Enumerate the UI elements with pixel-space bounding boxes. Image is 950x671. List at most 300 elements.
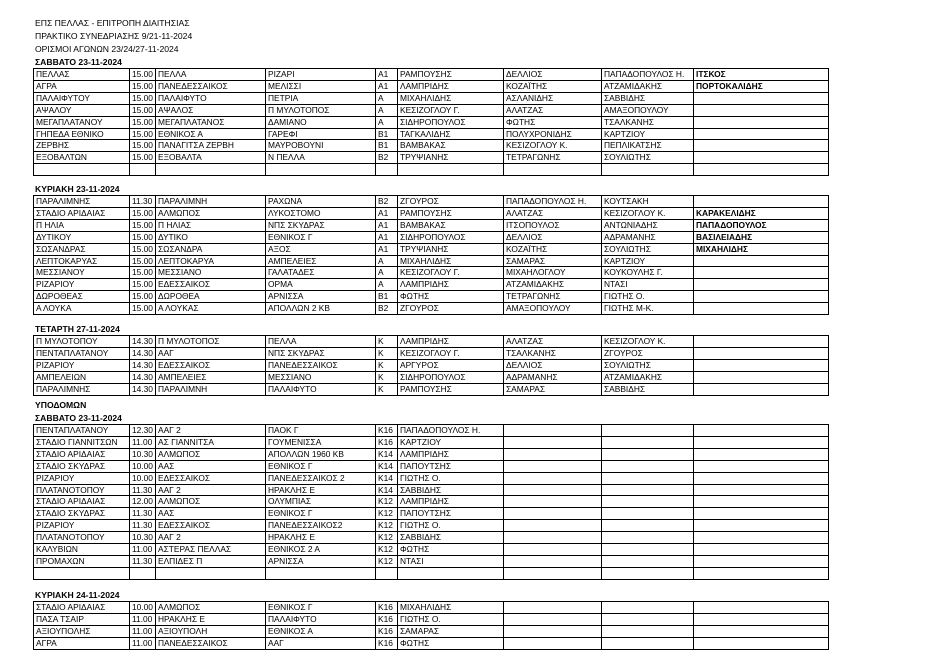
- table-row: [34, 92, 829, 104]
- category-cell: Α1: [376, 231, 398, 243]
- assistant-2-cell: [602, 567, 694, 579]
- home-team-cell: ΑΑΣ: [156, 508, 266, 520]
- home-team-cell: ΑΣ ΓΙΑΝΝΙΤΣΑ: [156, 436, 266, 448]
- time-cell: 15.00: [130, 231, 156, 243]
- observer-cell: [694, 196, 829, 208]
- table-row: [34, 472, 829, 484]
- category-cell: Α: [376, 104, 398, 116]
- assistant-1-cell: ΔΕΛΛΙΟΣ: [504, 69, 602, 81]
- referee-cell: ΚΕΣΙΖΟΓΛΟΥ Γ.: [398, 104, 504, 116]
- header-assignments: ΟΡΙΣΜΟΙ ΑΓΩΝΩΝ 23/24/27-11-2024: [35, 44, 179, 54]
- assignments-table: [33, 601, 829, 650]
- observer-cell: [694, 336, 829, 348]
- observer-cell: [694, 436, 829, 448]
- table-row: [34, 555, 829, 567]
- away-team-cell: ΕΘΝΙΚΟΣ Γ: [266, 602, 376, 614]
- assistant-1-cell: [504, 637, 602, 649]
- referee-cell: ΣΙΔΗΡΟΠΟΥΛΟΣ: [398, 116, 504, 128]
- assistant-1-cell: ΑΣΛΑΝΙΔΗΣ: [504, 92, 602, 104]
- assistant-2-cell: [602, 613, 694, 625]
- time-cell: 11.30: [130, 555, 156, 567]
- away-team-cell: ΠΑΝΕΔΕΣΣΑΙΚΟΣ 2: [266, 472, 376, 484]
- observer-cell: [694, 267, 829, 279]
- assistant-2-cell: ΑΝΤΩΝΙΑΔΗΣ: [602, 219, 694, 231]
- observer-cell: ΜΙΧΑΗΛΙΔΗΣ: [694, 243, 829, 255]
- table-row: [34, 347, 829, 359]
- referee-cell: ΚΑΡΤΖΙΟΥ: [398, 436, 504, 448]
- home-team-cell: ΑΛΜΩΠΟΣ: [156, 448, 266, 460]
- assistant-1-cell: ΣΑΜΑΡΑΣ: [504, 383, 602, 395]
- assistant-1-cell: ΔΕΛΛΙΟΣ: [504, 231, 602, 243]
- referee-cell: ΠΑΠΟΥΤΣΗΣ: [398, 460, 504, 472]
- away-team-cell: ΕΘΝΙΚΟΣ 2 Α: [266, 544, 376, 556]
- assistant-1-cell: ΠΑΠΑΔΟΠΟΥΛΟΣ Η.: [504, 196, 602, 208]
- category-cell: Κ12: [376, 508, 398, 520]
- table-row: [34, 544, 829, 556]
- referee-cell: ΖΓΟΥΡΟΣ: [398, 196, 504, 208]
- assistant-1-cell: [504, 544, 602, 556]
- observer-cell: [694, 567, 829, 579]
- away-team-cell: ΑΜΠΕΛΕΙΕΣ: [266, 255, 376, 267]
- category-cell: Κ: [376, 359, 398, 371]
- observer-cell: ΙΤΣΚΟΣ: [694, 69, 829, 81]
- category-cell: Κ16: [376, 637, 398, 649]
- away-team-cell: ΟΡΜΑ: [266, 279, 376, 291]
- referee-cell: ΖΓΟΥΡΟΣ: [398, 303, 504, 315]
- home-team-cell: ΑΑΓ 2: [156, 532, 266, 544]
- assistant-1-cell: [504, 164, 602, 176]
- category-cell: Α: [376, 267, 398, 279]
- category-cell: Α1: [376, 69, 398, 81]
- assistant-2-cell: ΠΑΠΑΔΟΠΟΥΛΟΣ Η.: [602, 69, 694, 81]
- home-team-cell: ΕΞΟΒΑΛΤΑ: [156, 152, 266, 164]
- category-cell: Κ: [376, 336, 398, 348]
- venue-cell: ΑΨΑΛΟΥ: [34, 104, 130, 116]
- venue-cell: ΠΛΑΤΑΝΟΤΟΠΟΥ: [34, 484, 130, 496]
- assistant-2-cell: ΣΟΥΛΙΩΤΗΣ: [602, 152, 694, 164]
- assistant-2-cell: [602, 555, 694, 567]
- observer-cell: [694, 279, 829, 291]
- observer-cell: [694, 255, 829, 267]
- home-team-cell: Π ΗΛΙΑΣ: [156, 219, 266, 231]
- away-team-cell: ΔΑΜΙΑΝΟ: [266, 116, 376, 128]
- assistant-1-cell: [504, 555, 602, 567]
- assistant-2-cell: ΚΑΡΤΖΙΟΥ: [602, 255, 694, 267]
- assistant-1-cell: [504, 472, 602, 484]
- assistant-1-cell: [504, 460, 602, 472]
- observer-cell: [694, 359, 829, 371]
- venue-cell: ΡΙΖΑΡΙΟΥ: [34, 359, 130, 371]
- time-cell: 15.00: [130, 80, 156, 92]
- away-team-cell: ΠΑΝΕΔΕΣΣΑΙΚΟΣ: [266, 359, 376, 371]
- venue-cell: ΠΑΣΑ ΤΣΑΙΡ: [34, 613, 130, 625]
- venue-cell: ΓΗΠΕΔΑ ΕΘΝΙΚΟ: [34, 128, 130, 140]
- observer-cell: [694, 460, 829, 472]
- venue-cell: ΖΕΡΒΗΣ: [34, 140, 130, 152]
- referee-cell: ΛΑΜΠΡΙΔΗΣ: [398, 279, 504, 291]
- referee-cell: ΛΑΜΠΡΙΔΗΣ: [398, 448, 504, 460]
- home-team-cell: ΕΔΕΣΣΑΙΚΟΣ: [156, 359, 266, 371]
- category-cell: Β2: [376, 152, 398, 164]
- assistant-1-cell: ΚΕΣΙΖΟΓΛΟΥ Κ.: [504, 140, 602, 152]
- table-row: [34, 164, 829, 176]
- assistant-1-cell: ΑΔΡΑΜΑΝΗΣ: [504, 371, 602, 383]
- referee-cell: ΠΑΠΑΔΟΠΟΥΛΟΣ Η.: [398, 425, 504, 437]
- venue-cell: ΠΡΟΜΑΧΩΝ: [34, 555, 130, 567]
- venue-cell: ΔΩΡΟΘΕΑΣ: [34, 291, 130, 303]
- referee-cell: ΜΙΧΑΗΛΙΔΗΣ: [398, 602, 504, 614]
- observer-cell: [694, 152, 829, 164]
- time-cell: 15.00: [130, 267, 156, 279]
- venue-cell: ΠΕΛΛΑΣ: [34, 69, 130, 81]
- observer-cell: [694, 128, 829, 140]
- observer-cell: [694, 164, 829, 176]
- section-title: ΣΑΒΒΑΤΟ 23-11-2024: [35, 57, 122, 67]
- time-cell: 15.00: [130, 92, 156, 104]
- venue-cell: Α ΛΟΥΚΑ: [34, 303, 130, 315]
- assistant-1-cell: ΑΜΑΞΟΠΟΥΛΟΥ: [504, 303, 602, 315]
- category-cell: Β2: [376, 196, 398, 208]
- assistant-1-cell: ΚΟΖΑΪΤΗΣ: [504, 243, 602, 255]
- observer-cell: [694, 544, 829, 556]
- away-team-cell: Π ΜΥΛΟΤΟΠΟΣ: [266, 104, 376, 116]
- table-row: [34, 255, 829, 267]
- assistant-1-cell: [504, 496, 602, 508]
- venue-cell: ΚΑΛΥΒΙΩΝ: [34, 544, 130, 556]
- away-team-cell: ΕΘΝΙΚΟΣ Γ: [266, 460, 376, 472]
- header-federation: ΕΠΣ ΠΕΛΛΑΣ - ΕΠΙΤΡΟΠΗ ΔΙΑΙΤΗΣΙΑΣ: [35, 18, 190, 28]
- venue-cell: ΠΕΝΤΑΠΛΑΤΑΝΟΥ: [34, 425, 130, 437]
- time-cell: 15.00: [130, 128, 156, 140]
- table-row: [34, 436, 829, 448]
- home-team-cell: ΠΑΡΑΛΙΜΝΗ: [156, 383, 266, 395]
- referee-cell: ΒΑΜΒΑΚΑΣ: [398, 219, 504, 231]
- category-cell: Β1: [376, 140, 398, 152]
- time-cell: 15.00: [130, 255, 156, 267]
- assistant-2-cell: [602, 484, 694, 496]
- time-cell: 15.00: [130, 279, 156, 291]
- observer-cell: [694, 371, 829, 383]
- time-cell: 15.00: [130, 116, 156, 128]
- assistant-1-cell: [504, 436, 602, 448]
- section-title: ΥΠΟΔΟΜΩΝ: [35, 400, 87, 410]
- venue-cell: ΜΕΓΑΠΛΑΤΑΝΟΥ: [34, 116, 130, 128]
- away-team-cell: ΡΙΖΑΡΙ: [266, 69, 376, 81]
- category-cell: Κ14: [376, 448, 398, 460]
- home-team-cell: ΑΜΠΕΛΕΙΕΣ: [156, 371, 266, 383]
- category-cell: [376, 164, 398, 176]
- table-row: [34, 267, 829, 279]
- home-team-cell: ΑΛΜΩΠΟΣ: [156, 602, 266, 614]
- referee-cell: ΑΡΓΥΡΟΣ: [398, 359, 504, 371]
- referee-cell: ΓΙΩΤΗΣ Ο.: [398, 613, 504, 625]
- time-cell: 15.00: [130, 207, 156, 219]
- assistant-2-cell: ΚΕΣΙΖΟΓΛΟΥ Κ.: [602, 207, 694, 219]
- category-cell: Κ: [376, 347, 398, 359]
- assistant-2-cell: ΣΑΒΒΙΔΗΣ: [602, 383, 694, 395]
- assignments-table: [33, 68, 829, 176]
- time-cell: 14.30: [130, 383, 156, 395]
- time-cell: 14.30: [130, 371, 156, 383]
- assistant-2-cell: ΣΟΥΛΙΩΤΗΣ: [602, 359, 694, 371]
- home-team-cell: ΑΛΜΩΠΟΣ: [156, 496, 266, 508]
- time-cell: [130, 567, 156, 579]
- away-team-cell: ΠΕΛΛΑ: [266, 336, 376, 348]
- category-cell: Α: [376, 279, 398, 291]
- assignments-table: [33, 335, 829, 396]
- home-team-cell: ΔΥΤΙΚΟ: [156, 231, 266, 243]
- time-cell: 14.30: [130, 359, 156, 371]
- referee-cell: ΣΑΜΑΡΑΣ: [398, 625, 504, 637]
- away-team-cell: ΓΑΡΕΦΙ: [266, 128, 376, 140]
- assistant-1-cell: ΜΙΧΑΗΛΟΓΛΟΥ: [504, 267, 602, 279]
- assistant-2-cell: [602, 508, 694, 520]
- table-row: [34, 625, 829, 637]
- referee-cell: ΦΩΤΗΣ: [398, 544, 504, 556]
- away-team-cell: ΕΘΝΙΚΟΣ Γ: [266, 231, 376, 243]
- time-cell: 10.30: [130, 532, 156, 544]
- away-team-cell: ΑΞΟΣ: [266, 243, 376, 255]
- assistant-2-cell: [602, 164, 694, 176]
- table-row: [34, 104, 829, 116]
- assistant-2-cell: ΚΟΥΚΟΥΛΗΣ Γ.: [602, 267, 694, 279]
- home-team-cell: ΣΩΣΑΝΔΡΑ: [156, 243, 266, 255]
- venue-cell: ΣΤΑΔΙΟ ΑΡΙΔΑΙΑΣ: [34, 496, 130, 508]
- time-cell: 11.00: [130, 637, 156, 649]
- category-cell: Α: [376, 255, 398, 267]
- venue-cell: ΜΕΣΣΙΑΝΟΥ: [34, 267, 130, 279]
- time-cell: 15.00: [130, 219, 156, 231]
- home-team-cell: ΑΨΑΛΟΣ: [156, 104, 266, 116]
- assistant-2-cell: [602, 436, 694, 448]
- home-team-cell: ΑΑΓ: [156, 347, 266, 359]
- away-team-cell: ΗΡΑΚΛΗΣ Ε: [266, 484, 376, 496]
- category-cell: Κ12: [376, 496, 398, 508]
- assistant-2-cell: ΝΤΑΣΙ: [602, 279, 694, 291]
- time-cell: 12.30: [130, 425, 156, 437]
- time-cell: 11.30: [130, 508, 156, 520]
- category-cell: Β1: [376, 291, 398, 303]
- time-cell: 11.00: [130, 625, 156, 637]
- assistant-2-cell: ΚΕΣΙΖΟΓΛΟΥ Κ.: [602, 336, 694, 348]
- observer-cell: ΠΟΡΤΟΚΑΛΙΔΗΣ: [694, 80, 829, 92]
- assistant-1-cell: ΦΩΤΗΣ: [504, 116, 602, 128]
- table-row: [34, 425, 829, 437]
- table-row: [34, 152, 829, 164]
- category-cell: Κ14: [376, 484, 398, 496]
- observer-cell: [694, 496, 829, 508]
- table-row: [34, 69, 829, 81]
- observer-cell: ΠΑΠΑΔΟΠΟΥΛΟΣ: [694, 219, 829, 231]
- venue-cell: ΡΙΖΑΡΙΟΥ: [34, 472, 130, 484]
- assistant-2-cell: ΚΑΡΤΖΙΟΥ: [602, 128, 694, 140]
- venue-cell: ΡΙΖΑΡΙΟΥ: [34, 279, 130, 291]
- assistant-1-cell: ΤΕΤΡΑΓΩΝΗΣ: [504, 291, 602, 303]
- away-team-cell: ΑΡΝΙΣΣΑ: [266, 555, 376, 567]
- assistant-2-cell: ΓΙΩΤΗΣ Μ-Κ.: [602, 303, 694, 315]
- away-team-cell: ΡΑΧΩΝΑ: [266, 196, 376, 208]
- away-team-cell: [266, 164, 376, 176]
- home-team-cell: ΛΕΠΤΟΚΑΡΥΑ: [156, 255, 266, 267]
- referee-cell: ΜΙΧΑΗΛΙΔΗΣ: [398, 92, 504, 104]
- assistant-2-cell: [602, 544, 694, 556]
- section-title: ΣΑΒΒΑΤΟ 23-11-2024: [35, 413, 122, 423]
- away-team-cell: ΑΠΟΛΛΩΝ 2 ΚΒ: [266, 303, 376, 315]
- observer-cell: [694, 508, 829, 520]
- venue-cell: ΣΤΑΔΙΟ ΓΙΑΝΝΙΤΣΩΝ: [34, 436, 130, 448]
- away-team-cell: ΠΑΟΚ Γ: [266, 425, 376, 437]
- category-cell: Κ14: [376, 460, 398, 472]
- away-team-cell: [266, 567, 376, 579]
- table-row: [34, 128, 829, 140]
- assistant-2-cell: ΓΙΩΤΗΣ Ο.: [602, 291, 694, 303]
- home-team-cell: ΠΑΡΑΛΙΜΝΗ: [156, 196, 266, 208]
- referee-cell: ΡΑΜΠΟΥΣΗΣ: [398, 383, 504, 395]
- referee-cell: ΚΕΣΙΖΟΓΛΟΥ Γ.: [398, 347, 504, 359]
- assistant-2-cell: [602, 472, 694, 484]
- table-row: [34, 371, 829, 383]
- time-cell: 15.00: [130, 291, 156, 303]
- referee-cell: ΓΙΩΤΗΣ Ο.: [398, 520, 504, 532]
- time-cell: 11.00: [130, 613, 156, 625]
- assistant-2-cell: ΑΤΖΑΜΙΔΑΚΗΣ: [602, 371, 694, 383]
- home-team-cell: ΠΑΛΑΙΦΥΤΟ: [156, 92, 266, 104]
- observer-cell: ΚΑΡΑΚΕΛΙΔΗΣ: [694, 207, 829, 219]
- table-row: [34, 460, 829, 472]
- assistant-2-cell: [602, 496, 694, 508]
- venue-cell: ΣΤΑΔΙΟ ΑΡΙΔΑΙΑΣ: [34, 207, 130, 219]
- category-cell: [376, 567, 398, 579]
- assistant-2-cell: ΚΟΥΤΣΑΚΗ: [602, 196, 694, 208]
- table-row: [34, 448, 829, 460]
- referee-cell: ΡΑΜΠΟΥΣΗΣ: [398, 69, 504, 81]
- home-team-cell: [156, 567, 266, 579]
- away-team-cell: ΜΕΣΣΙΑΝΟ: [266, 371, 376, 383]
- home-team-cell: [156, 164, 266, 176]
- assistant-1-cell: [504, 484, 602, 496]
- referee-cell: ΣΙΔΗΡΟΠΟΥΛΟΣ: [398, 371, 504, 383]
- category-cell: Κ12: [376, 532, 398, 544]
- assistant-2-cell: ΤΣΑΛΚΑΝΗΣ: [602, 116, 694, 128]
- table-row: [34, 508, 829, 520]
- assistant-1-cell: [504, 448, 602, 460]
- observer-cell: [694, 625, 829, 637]
- observer-cell: [694, 532, 829, 544]
- home-team-cell: ΠΕΛΛΑ: [156, 69, 266, 81]
- table-row: [34, 231, 829, 243]
- home-team-cell: ΑΛΜΩΠΟΣ: [156, 207, 266, 219]
- referee-cell: ΒΑΜΒΑΚΑΣ: [398, 140, 504, 152]
- assistant-2-cell: [602, 448, 694, 460]
- venue-cell: ΠΛΑΤΑΝΟΤΟΠΟΥ: [34, 532, 130, 544]
- referee-cell: ΦΩΤΗΣ: [398, 291, 504, 303]
- category-cell: Α1: [376, 207, 398, 219]
- venue-cell: ΑΓΡΑ: [34, 80, 130, 92]
- time-cell: 15.00: [130, 69, 156, 81]
- table-row: [34, 567, 829, 579]
- venue-cell: ΣΤΑΔΙΟ ΣΚΥΔΡΑΣ: [34, 508, 130, 520]
- away-team-cell: ΕΘΝΙΚΟΣ Γ: [266, 508, 376, 520]
- referee-cell: ΜΙΧΑΗΛΙΔΗΣ: [398, 255, 504, 267]
- assistant-2-cell: [602, 520, 694, 532]
- home-team-cell: ΗΡΑΚΛΗΣ Ε: [156, 613, 266, 625]
- assistant-2-cell: ΣΑΒΒΙΔΗΣ: [602, 92, 694, 104]
- time-cell: 10.00: [130, 460, 156, 472]
- assistant-1-cell: ΙΤΣΟΠΟΥΛΟΣ: [504, 219, 602, 231]
- home-team-cell: ΕΔΕΣΣΑΙΚΟΣ: [156, 279, 266, 291]
- venue-cell: ΠΑΡΑΛΙΜΝΗΣ: [34, 196, 130, 208]
- table-row: [34, 219, 829, 231]
- home-team-cell: ΑΣΤΕΡΑΣ ΠΕΛΛΑΣ: [156, 544, 266, 556]
- venue-cell: ΠΑΡΑΛΙΜΝΗΣ: [34, 383, 130, 395]
- away-team-cell: ΑΠΟΛΛΩΝ 1960 ΚΒ: [266, 448, 376, 460]
- category-cell: Α1: [376, 243, 398, 255]
- venue-cell: [34, 567, 130, 579]
- category-cell: Α: [376, 116, 398, 128]
- referee-cell: ΛΑΜΠΡΙΔΗΣ: [398, 496, 504, 508]
- category-cell: Κ16: [376, 613, 398, 625]
- category-cell: Κ16: [376, 425, 398, 437]
- venue-cell: ΡΙΖΑΡΙΟΥ: [34, 520, 130, 532]
- time-cell: 10.30: [130, 448, 156, 460]
- assistant-2-cell: ΑΜΑΞΟΠΟΥΛΟΥ: [602, 104, 694, 116]
- home-team-cell: ΠΑΝΕΔΕΣΣΑΙΚΟΣ: [156, 637, 266, 649]
- observer-cell: [694, 520, 829, 532]
- category-cell: Κ16: [376, 602, 398, 614]
- referee-cell: ΣΑΒΒΙΔΗΣ: [398, 532, 504, 544]
- observer-cell: [694, 140, 829, 152]
- assistant-1-cell: [504, 602, 602, 614]
- time-cell: 15.00: [130, 152, 156, 164]
- assistant-2-cell: [602, 460, 694, 472]
- table-row: [34, 303, 829, 315]
- section-title: ΚΥΡΙΑΚΗ 24-11-2024: [35, 590, 120, 600]
- time-cell: 11.30: [130, 484, 156, 496]
- observer-cell: [694, 484, 829, 496]
- venue-cell: ΣΤΑΔΙΟ ΑΡΙΔΑΙΑΣ: [34, 602, 130, 614]
- home-team-cell: ΕΔΕΣΣΑΙΚΟΣ: [156, 520, 266, 532]
- category-cell: Κ12: [376, 544, 398, 556]
- assistant-1-cell: ΤΣΑΛΚΑΝΗΣ: [504, 347, 602, 359]
- observer-cell: [694, 448, 829, 460]
- category-cell: Κ12: [376, 555, 398, 567]
- referee-cell: ΓΙΩΤΗΣ Ο.: [398, 472, 504, 484]
- observer-cell: [694, 291, 829, 303]
- assistant-1-cell: [504, 532, 602, 544]
- category-cell: Κ: [376, 371, 398, 383]
- observer-cell: [694, 425, 829, 437]
- category-cell: Α: [376, 92, 398, 104]
- category-cell: Κ16: [376, 436, 398, 448]
- venue-cell: ΕΞΟΒΑΛΤΩΝ: [34, 152, 130, 164]
- referee-cell: ΤΡΥΨΙΑΝΗΣ: [398, 152, 504, 164]
- assistant-2-cell: ΠΕΠΛΙΚΑΤΣΗΣ: [602, 140, 694, 152]
- away-team-cell: ΠΑΛΑΙΦΥΤΟ: [266, 613, 376, 625]
- table-row: [34, 140, 829, 152]
- observer-cell: [694, 613, 829, 625]
- home-team-cell: ΠΑΝΕΔΕΣΣΑΙΚΟΣ: [156, 80, 266, 92]
- observer-cell: [694, 347, 829, 359]
- assistant-1-cell: [504, 625, 602, 637]
- home-team-cell: ΑΑΣ: [156, 460, 266, 472]
- observer-cell: ΒΑΣΙΛΕΙΑΔΗΣ: [694, 231, 829, 243]
- away-team-cell: ΜΕΛΙΣΣΙ: [266, 80, 376, 92]
- away-team-cell: ΑΡΝΙΣΣΑ: [266, 291, 376, 303]
- home-team-cell: ΑΑΓ 2: [156, 425, 266, 437]
- assistant-2-cell: ΑΔΡΑΜΑΝΗΣ: [602, 231, 694, 243]
- referee-cell: ΣΑΒΒΙΔΗΣ: [398, 484, 504, 496]
- assistant-1-cell: [504, 425, 602, 437]
